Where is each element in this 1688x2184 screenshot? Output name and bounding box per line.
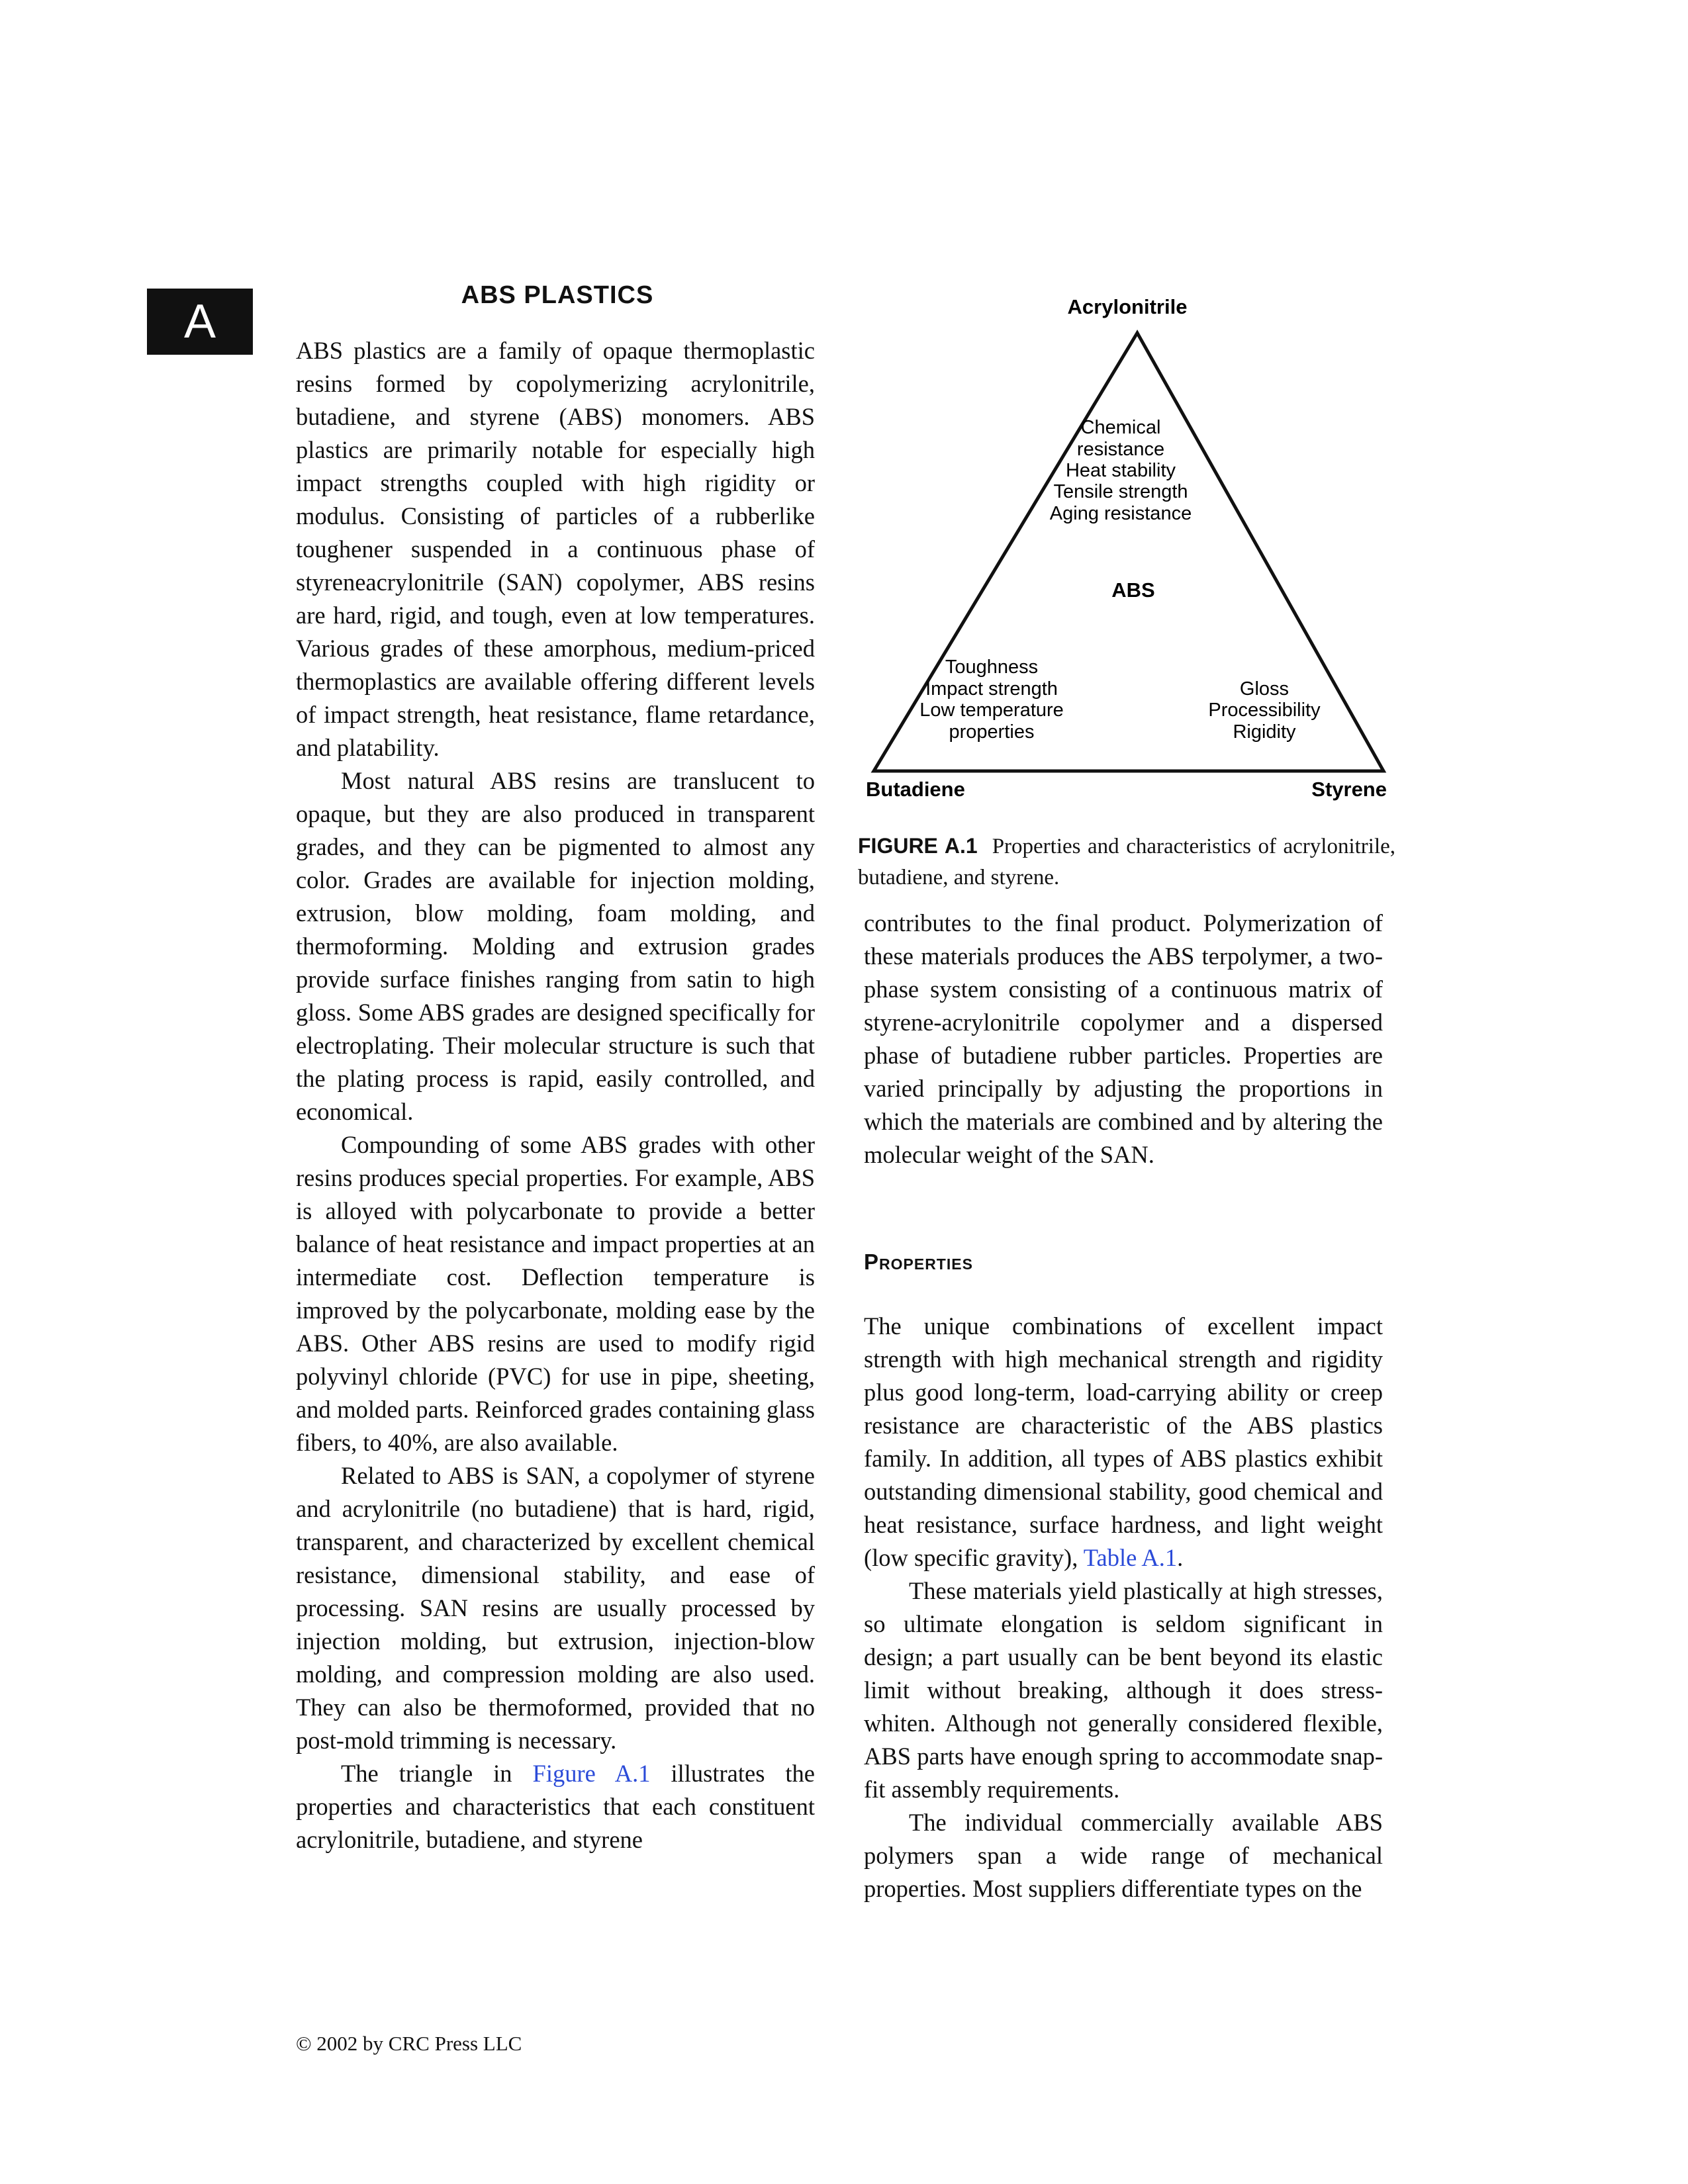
paragraph-unique-text-after: . (1177, 1544, 1184, 1571)
property-text: resistance (1076, 439, 1165, 460)
paragraph-individual-polymers: The individual commercially available ABS polymers span a wide range of mechanical properties. Most suppliers differentiate types on the (864, 1809, 1383, 1902)
triangle-diagram (854, 285, 1403, 801)
property-text: Toughness (945, 657, 1039, 678)
paragraph-triangle-text-before: The triangle in (341, 1760, 533, 1787)
property-text: Impact strength (925, 678, 1058, 700)
paragraph-triangle (296, 1757, 815, 1856)
section-title: ABS PLASTICS (461, 281, 654, 309)
table-a1-link[interactable]: Table A.1 (1083, 1544, 1178, 1571)
property-text: Heat stability (1065, 460, 1176, 481)
styrene-properties (1208, 678, 1321, 743)
property-text: properties (949, 721, 1035, 743)
vertex-label-styrene: Styrene (1311, 778, 1387, 801)
caption-label: FIGURE A.1 (858, 834, 978, 858)
butadiene-properties (919, 657, 1064, 743)
caption-text: Properties and characteristics of acrylonitrile, butadiene, and styrene. (858, 835, 1396, 889)
paragraph-yield: These materials yield plastically at high stresses, so ultimate elongation is seldom significant in design; a part usually can be bent beyond its elastic limit without breaking, although it does stress-whiten. Although not generally considered flexible, ABS parts have enough spring to accommodate snap-fit assembly requirements. (864, 1577, 1383, 1803)
paragraph-intro: ABS plastics are a family of opaque thermoplastic resins formed by copolymerizing acrylonitrile, butadiene, and styrene (ABS) monomers. ABS plastics are primarily notable for especially high impact strengths coupled with high rigidity or modulus. Consisting of particles of a rubberlike toughener suspended in a continuous phase of styreneacrylonitrile (SAN) copolymer, ABS resins are hard, rigid, and tough, even at low temperatures. Various grades of these amorphous, medium-priced thermoplastics are available offering different levels of impact strength, heat resistance, flame retardance, and platability. (296, 337, 815, 761)
chapter-tab: A (147, 289, 253, 355)
right-column-properties (864, 1310, 1383, 1905)
paragraph-san: Related to ABS is SAN, a copolymer of styrene and acrylonitrile (no butadiene) that is hard, rigid, transparent, and characterized by excellent chemical resistance, dimensional stability, and ease of processing. SAN resins are usually processed by injection molding, but extrusion, injection-blow molding, and compression molding are also used. They can also be thermoformed, provided that no post-mold trimming is necessary. (296, 1462, 815, 1754)
paragraph-unique-text-before: The unique combinations of excellent impact strength with high mechanical strength and rigidity plus good long-term, load-carrying ability or creep resistance are characteristic of the ABS plastics family. In addition, all types of ABS plastics exhibit outstanding dimensional stability, good chemical and heat resistance, surface hardness, and light weight (low specific gravity), (864, 1312, 1383, 1571)
paragraph-contributes: contributes to the final product. Polymerization of these materials produces the ABS terpolymer, a two-phase system consisting of a continuous matrix of styrene-acrylonitrile copolymer and a dispersed phase of butadiene rubber particles. Properties are varied principally by adjusting the proportions in which the materials are combined and by altering the molecular weight of the SAN. (864, 909, 1383, 1168)
paragraph-triangle-text-after: illustrates the properties and characteristics that each constituent acrylonitrile, butadiene, and styrene (296, 1760, 815, 1853)
figure-a1-link[interactable]: Figure A.1 (532, 1760, 651, 1787)
property-text: Processibility (1208, 700, 1321, 721)
figure-caption (858, 831, 1395, 893)
property-text: Gloss (1239, 678, 1289, 700)
right-column-intro (864, 907, 1383, 1171)
paragraph-grades: Most natural ABS resins are translucent to opaque, but they are also produced in transparent grades, and they can be pigmented to almost any color. Grades are available for injection molding, extrusion, blow molding, foam molding, and thermoforming. Molding and extrusion grades provide surface finishes ranging from satin to high gloss. Some ABS grades are designed specifically for electroplating. Their molecular structure is such that the plating process is rapid, easily controlled, and economical. (296, 767, 815, 1125)
vertex-label-butadiene: Butadiene (866, 778, 965, 801)
left-column (296, 334, 815, 1856)
center-label-abs: ABS (1111, 578, 1155, 602)
property-text: Tensile strength (1053, 481, 1188, 502)
property-text: Low temperature (919, 700, 1064, 721)
copyright-footer: © 2002 by CRC Press LLC (296, 2032, 522, 2055)
properties-heading: Properties (864, 1250, 973, 1274)
vertex-label-acrylonitrile: Acrylonitrile (1067, 295, 1188, 318)
paragraph-unique-combinations (864, 1310, 1383, 1574)
property-text: Chemical (1080, 417, 1161, 438)
figure-a1 (854, 285, 1403, 801)
property-text: Aging resistance (1049, 503, 1192, 524)
paragraph-compounding: Compounding of some ABS grades with other resins produces special properties. For example, ABS is alloyed with polycarbonate to provide a better balance of heat resistance and impact properties at an intermediate cost. Deflection temperature is improved by the polycarbonate, molding ease by the ABS. Other ABS resins are used to modify rigid polyvinyl chloride (PVC) for use in pipe, sheeting, and molded parts. Reinforced grades containing glass fibers, to 40%, are also available. (296, 1131, 815, 1456)
property-text: Rigidity (1233, 721, 1296, 743)
acrylonitrile-properties (1050, 417, 1192, 524)
